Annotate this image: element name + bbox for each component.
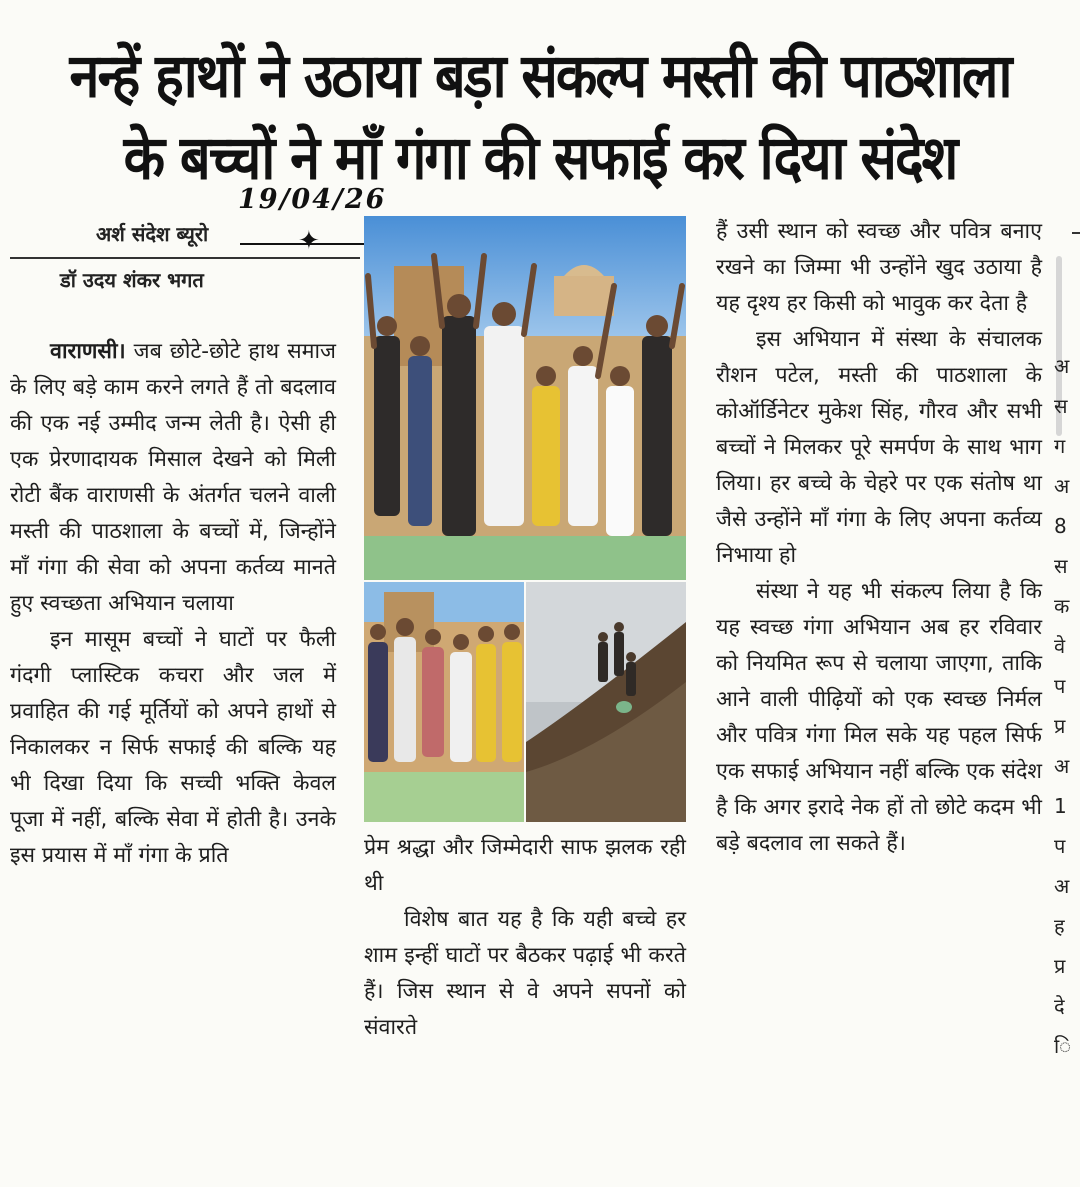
fragment-line: अ [1054, 754, 1070, 778]
headline-line-1: नन्हें हाथों ने उठाया बड़ा संकल्प मस्ती की पाठशाला [69, 40, 1011, 112]
fragment-line: स [1054, 394, 1068, 418]
paragraph: हैं उसी स्थान को स्वच्छ और पवित्र बनाए रखने का जिम्मा भी उन्होंने खुद उठाया है यह दृश्य हर किसी को भावुक कर देता है [716, 219, 1042, 316]
fragment-line: ि [1054, 1034, 1072, 1058]
fragment-line: प्र [1054, 954, 1066, 978]
group-photo-illustration [364, 216, 686, 580]
fragment-line: क [1054, 594, 1070, 618]
fragment-line: प [1054, 834, 1066, 858]
author-byline: डॉ उदय शंकर भगत [60, 268, 204, 292]
fragment-line: प [1054, 674, 1066, 698]
article-column-2 [364, 830, 686, 1046]
fragment-line: 8 [1054, 514, 1067, 538]
fragment-line: ग [1054, 434, 1066, 458]
fragment-line: 1 [1054, 794, 1067, 818]
fragment-line: अ [1054, 354, 1070, 378]
paragraph: इस अभियान में संस्था के संचालक रौशन पटेल, मस्ती की पाठशाला के कोऑर्डिनेटर मुकेश सिंह, गौरव और सभी बच्चों ने मिलकर पूरे समर्पण के साथ भाग लिया। हर बच्चे के चेहरे पर एक संतोष था जैसे उन्होंने माँ गंगा के लिए अपना कर्तव्य निभाया हो [716, 327, 1042, 568]
ghat-cleaning-photo [526, 582, 686, 822]
paragraph: संस्था ने यह भी संकल्प लिया है कि यह स्वच्छ गंगा अभियान अब हर रविवार को नियमित रूप से चलाया जाएगा, ताकि आने वाली पीढ़ियों को एक स्वच्छ निर्मल और पवित्र गंगा मिल सके यह पहल सिर्फ एक सफाई अभियान नहीं बल्कि एक संदेश है कि अगर इरादे नेक हों तो छोटे कदम भी बड़े बदलाव ला सकते हैं। [716, 579, 1042, 856]
paragraph [10, 334, 336, 622]
fragment-line: अ [1054, 874, 1070, 898]
ghat-cleaning-illustration [526, 582, 686, 822]
children-photo-illustration [364, 582, 524, 822]
paragraph: इन मासूम बच्चों ने घाटों पर फैली गंदगी प्लास्टिक कचरा और जल में प्रवाहित की गई मूर्तियों को अपने हाथों से निकालकर न सिर्फ सफाई की बल्कि यह भी दिखा दिया कि सच्ची भक्ति केवल पूजा में नहीं, बल्कि सेवा में होती है। उनके इस प्रयास में माँ गंगा के प्रति [10, 627, 336, 868]
paragraph-text: जब छोटे-छोटे हाथ समाज के लिए बड़े काम करने लगते हैं तो बदलाव की एक नई उम्मीद जन्म लेती है। ऐसी ही एक प्रेरणादायक मिसाल देखने को मिली रोटी बैंक वाराणसी के अंतर्गत चलने वाली मस्ती की पाठशाला के बच्चों में, जिन्होंने माँ गंगा की सेवा को अपना कर्तव्य मानते हुए स्वच्छता अभियान चलाया [10, 339, 336, 616]
children-photo [364, 582, 524, 822]
headline-line-2: के बच्चों ने माँ गंगा की सफाई कर दिया संदेश [123, 122, 957, 194]
fragment-line: दे [1054, 994, 1065, 1018]
fragment-line: अ [1054, 474, 1070, 498]
paragraph: विशेष बात यह है कि यही बच्चे हर शाम इन्हीं घाटों पर बैठकर पढ़ाई भी करते हैं। जिस स्थान से वे अपने सपनों को संवारते [364, 907, 686, 1040]
handwritten-date: 19/04/26 [238, 184, 387, 215]
paragraph: प्रेम श्रद्धा और जिम्मेदारी साफ झलक रही थी [364, 835, 686, 896]
fragment-line: प्र [1054, 714, 1066, 738]
dateline: वाराणसी। [50, 339, 126, 364]
fragment-line: वे [1054, 634, 1066, 658]
bureau-byline: अर्श संदेश ब्यूरो [96, 222, 209, 246]
star-ornament-icon: ✦ [298, 226, 320, 256]
article-column-3 [716, 214, 1042, 862]
fragment-line: ह [1054, 914, 1065, 938]
byline-rule [10, 257, 360, 259]
fragment-line: स [1054, 554, 1068, 578]
article-column-1 [10, 334, 336, 874]
adjacent-column-fragment [1054, 222, 1080, 1187]
group-photo-main [364, 216, 686, 580]
